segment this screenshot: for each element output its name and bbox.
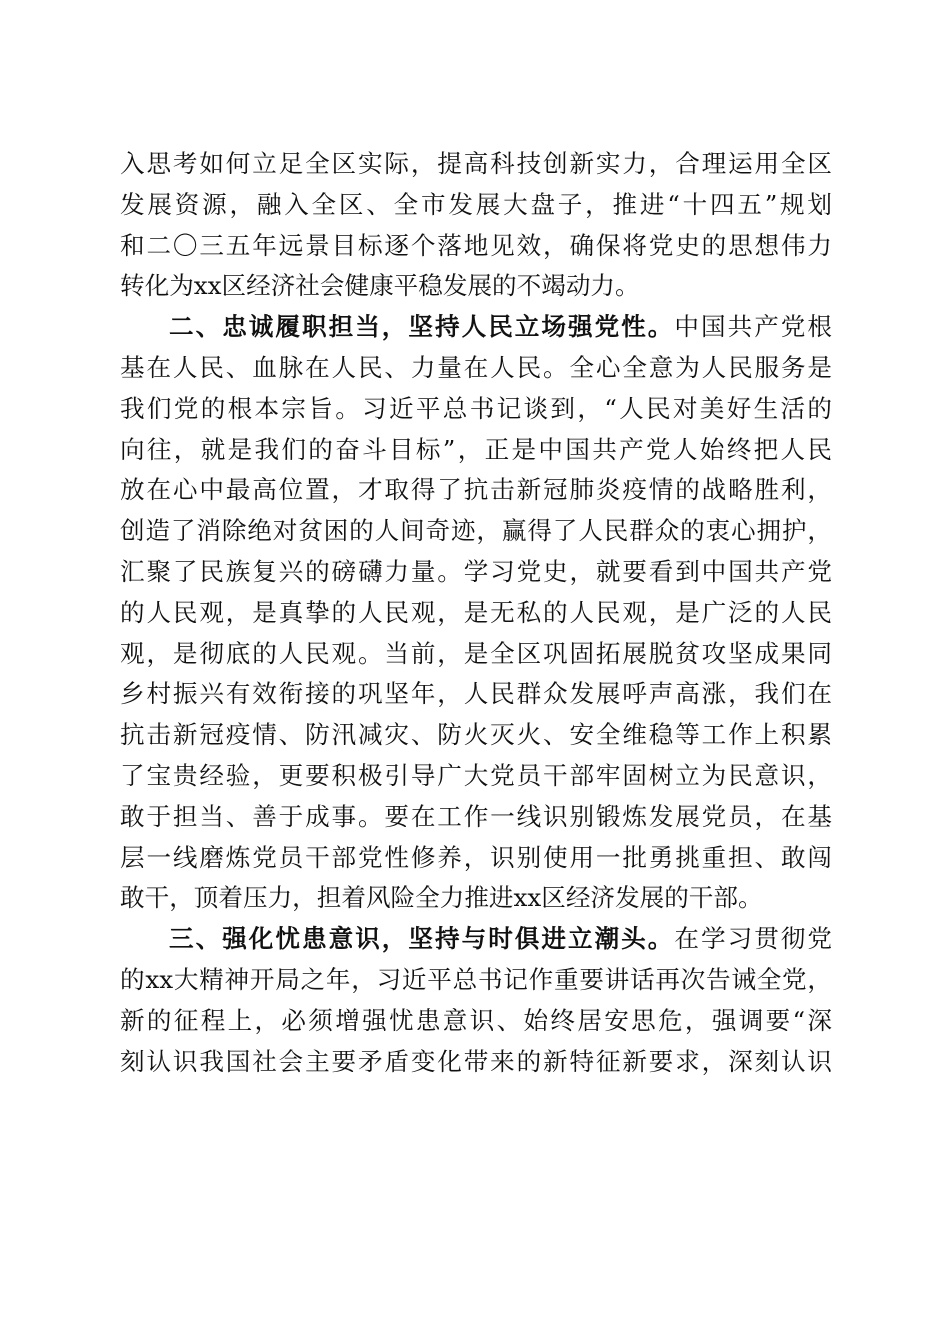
paragraph-3 <box>120 919 832 1082</box>
paragraph-first-line <box>120 919 832 960</box>
text-line: 层一线磨炼党员干部党性修养，识别使用一批勇挑重担、敢闯 <box>120 842 832 872</box>
text-line: 基在人民、血脉在人民、力量在人民。全心全意为人民服务是 <box>120 352 832 382</box>
text-line: 汇聚了民族复兴的磅礴力量。学习党史，就要看到中国共产党 <box>120 556 832 586</box>
first-line-text: 在学习贯彻党 <box>674 924 832 954</box>
text-line: 和二〇三五年远景目标逐个落地见效，确保将党史的思想伟力 <box>120 230 832 260</box>
document-body <box>120 144 832 1082</box>
text-line: 放在心中最高位置，才取得了抗击新冠肺炎疫情的战略胜利， <box>120 475 832 505</box>
paragraph-first-line <box>120 307 832 348</box>
text-line: 了宝贵经验，更要积极引导广大党员干部牢固树立为民意识， <box>120 760 832 790</box>
text-line: 向往，就是我们的奋斗目标”，正是中国共产党人始终把人民 <box>120 434 832 464</box>
text-line: 创造了消除绝对贫困的人间奇迹，赢得了人民群众的衷心拥护， <box>120 516 832 546</box>
section-heading: 三、强化忧患意识，坚持与时俱进立潮头。 <box>169 924 675 954</box>
text-line: 我们党的根本宗旨。习近平总书记谈到，“人民对美好生活的 <box>120 393 832 423</box>
text-line: 的人民观，是真挚的人民观，是无私的人民观，是广泛的人民 <box>120 597 832 627</box>
text-line: 乡村振兴有效衔接的巩坚年，人民群众发展呼声高涨，我们在 <box>120 679 832 709</box>
text-line: 敢干，顶着压力，担着风险全力推进xx区经济发展的干部。 <box>120 883 763 913</box>
text-line: 发展资源，融入全区、全市发展大盘子，推进“十四五”规划 <box>120 189 832 219</box>
text-line: 转化为xx区经济社会健康平稳发展的不竭动力。 <box>120 271 640 301</box>
text-line: 抗击新冠疫情、防汛减灾、防火灭火、安全维稳等工作上积累 <box>120 720 832 750</box>
text-line: 敢于担当、善于成事。要在工作一线识别锻炼发展党员，在基 <box>120 801 832 831</box>
section-heading: 二、忠诚履职担当，坚持人民立场强党性。 <box>169 312 675 342</box>
text-line: 新的征程上，必须增强忧患意识、始终居安思危，强调要“深 <box>120 1005 832 1035</box>
paragraph-2 <box>120 307 832 919</box>
text-line: 刻认识我国社会主要矛盾变化带来的新特征新要求，深刻认识 <box>120 1046 832 1076</box>
text-line: 的xx大精神开局之年，习近平总书记作重要讲话再次告诫全党， <box>120 964 832 994</box>
first-line-text: 中国共产党根 <box>674 312 832 342</box>
paragraph-1 <box>120 144 832 307</box>
text-line: 入思考如何立足全区实际，提高科技创新实力，合理运用全区 <box>120 149 832 178</box>
text-line: 观，是彻底的人民观。当前，是全区巩固拓展脱贫攻坚成果同 <box>120 638 832 668</box>
